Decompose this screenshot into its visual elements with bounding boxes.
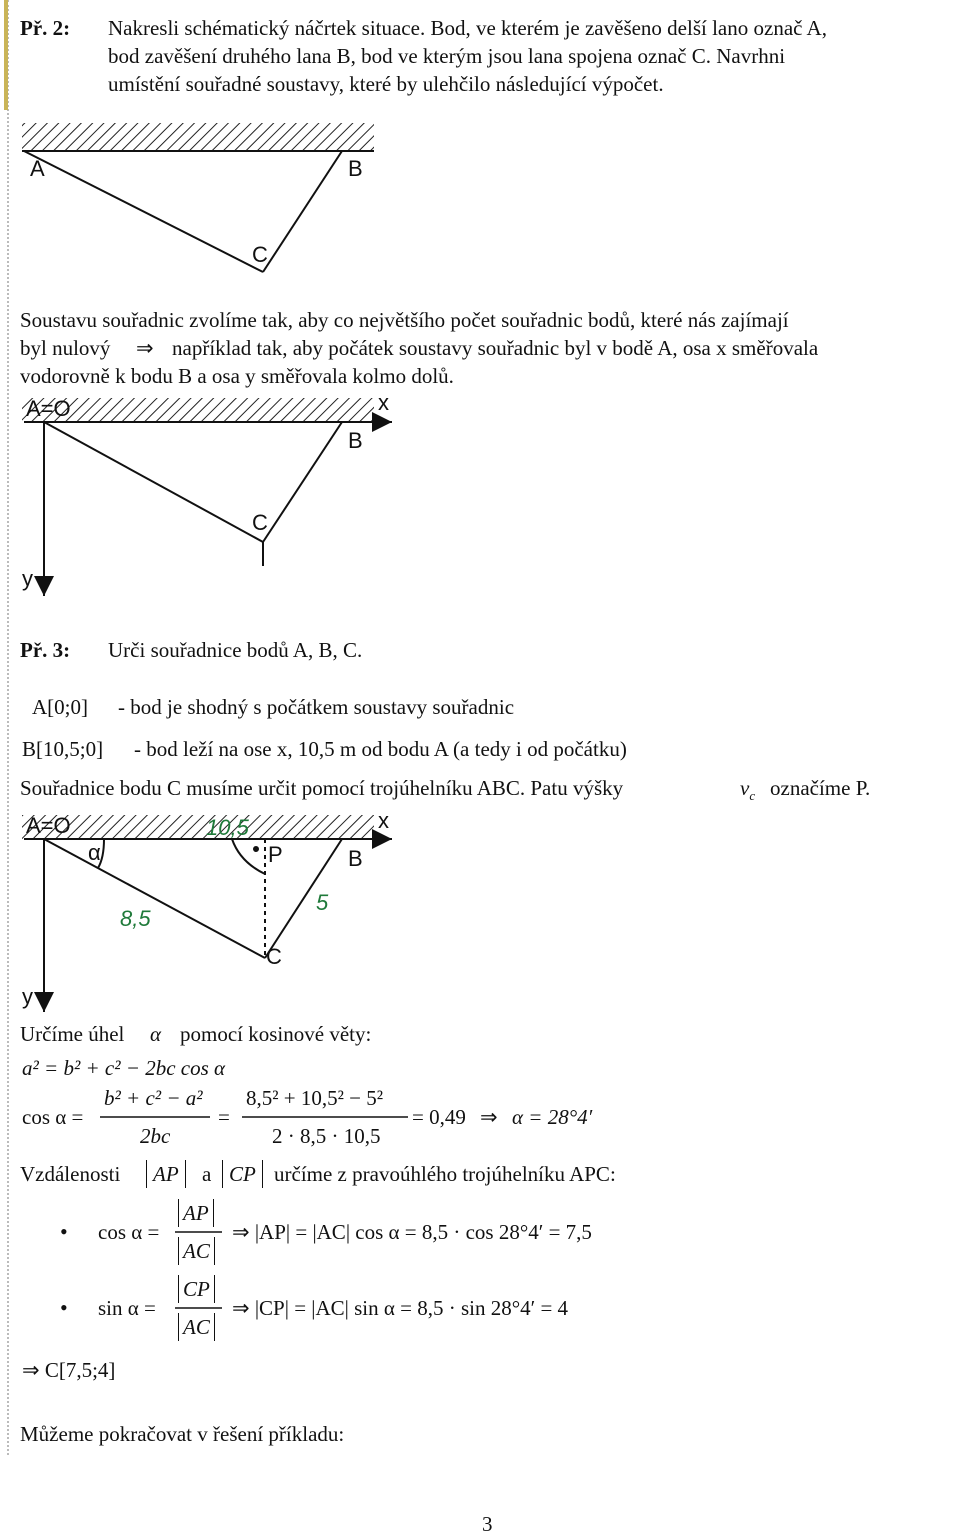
fig3-length-AC: 8,5 xyxy=(120,906,151,931)
fig3-label-alpha: α xyxy=(88,840,101,865)
closing-text: Můžeme pokračovat v řešení příkladu: xyxy=(20,1422,345,1446)
cos-rhs: ⇒ |AP| = |AC| cos α = 8,5 · cos 28°4′ = 7,5 xyxy=(232,1220,592,1244)
cosine-intro: Určíme úhel xyxy=(20,1022,125,1046)
exercise-3-text: Urči souřadnice bodů A, B, C. xyxy=(108,638,363,662)
cos-lhs: cos α = xyxy=(98,1220,160,1244)
figure-3 xyxy=(22,815,392,1012)
page-number: 3 xyxy=(482,1512,493,1536)
side-AC-3 xyxy=(44,839,265,958)
exercise-2-text-line2: bod zavěšení druhého lana B, bod ve kterým jsou lana spojena označ C. Navrhni xyxy=(108,44,786,68)
fig3-length-BC: 5 xyxy=(316,890,329,915)
exercise-3-label: Př. 3: xyxy=(20,638,71,662)
distance-AP: AP xyxy=(146,1160,186,1188)
paragraph-line3: vodorovně k bodu B a osa y směřovala kolmo dolů. xyxy=(20,364,454,388)
fig2-label-origin: A=O xyxy=(26,396,71,421)
point-A-description: - bod je shodný s počátkem soustavy souřadnic xyxy=(118,695,515,719)
cos-denominator: AC xyxy=(178,1237,215,1265)
implication-arrow: ⇒ xyxy=(136,336,154,360)
law-of-cosines: a² = b² + c² − 2bc cos α xyxy=(22,1056,226,1080)
frac2-numerator: 8,5² + 10,5² − 5² xyxy=(246,1086,384,1110)
fig3-label-B: B xyxy=(348,846,363,871)
paragraph-line2a: byl nulový xyxy=(20,336,111,360)
exercise-2-label: Př. 2: xyxy=(20,16,71,40)
sin-lhs: sin α = xyxy=(98,1296,156,1320)
fig1-label-C: C xyxy=(252,242,268,267)
rope-BC-2 xyxy=(263,422,342,542)
paragraph-line1: Soustavu souřadnic zvolíme tak, aby co největšího počet souřadnic bodů, které nás zajímají xyxy=(20,308,789,332)
alpha-result: α = 28°4′ xyxy=(512,1105,593,1129)
point-B-coordinates: B[10,5;0] xyxy=(22,737,104,761)
height-vc-letter: v xyxy=(740,776,750,800)
fig2-label-C: C xyxy=(252,510,268,535)
rope-BC-1 xyxy=(263,151,342,272)
bullet-cos: • xyxy=(60,1219,68,1244)
sin-numerator: CP xyxy=(178,1275,215,1303)
fig3-label-x: x xyxy=(378,808,389,833)
fig3-label-origin: A=O xyxy=(26,813,71,838)
implication-arrow-2: ⇒ xyxy=(480,1105,498,1129)
distances-and: a xyxy=(202,1162,212,1186)
height-vc xyxy=(740,774,755,810)
paragraph-line2b: například tak, aby počátek soustavy souřadnic byl v bodě A, osa x směřovala xyxy=(172,336,819,360)
ceiling-hatch-3 xyxy=(22,815,374,839)
sin-denominator: AC xyxy=(178,1313,215,1341)
fig1-label-A: A xyxy=(30,156,45,181)
rope-AC-1 xyxy=(24,151,263,272)
distances-intro: Vzdálenosti xyxy=(20,1162,121,1186)
point-B-description: - bod leží na ose x, 10,5 m od bodu A (a tedy i od počátku) xyxy=(134,737,627,761)
exercise-2-text-line1: Nakresli schématický náčrtek situace. Bod, ve kterém je zavěšeno delší lano označ A, xyxy=(108,16,827,40)
fig3-length-AB: 10,5 xyxy=(206,815,249,840)
sin-rhs: ⇒ |CP| = |AC| sin α = 8,5 · sin 28°4′ = 4 xyxy=(232,1296,569,1320)
right-angle-arc xyxy=(232,839,265,874)
bullet-sin: • xyxy=(60,1295,68,1320)
cosine-intro-end: pomocí kosinové věty: xyxy=(180,1022,372,1046)
cosine-intro-alpha: α xyxy=(150,1022,162,1046)
point-C-intro-end: označíme P. xyxy=(770,776,871,800)
ceiling-hatch-1 xyxy=(22,123,374,151)
equals-sign: = xyxy=(218,1105,230,1129)
cos-alpha-lhs: cos α = xyxy=(22,1105,84,1129)
figure-1 xyxy=(22,123,374,272)
frac1-numerator: b² + c² − a² xyxy=(104,1086,203,1110)
fig1-label-B: B xyxy=(348,156,363,181)
cos-numerator: AP xyxy=(178,1199,214,1227)
rope-AC-2 xyxy=(44,422,263,542)
fig3-label-C: C xyxy=(266,944,282,969)
point-A-coordinates: A[0;0] xyxy=(32,695,88,719)
frac2-denominator: 2 · 8,5 · 10,5 xyxy=(272,1124,381,1148)
frac1-denominator: 2bc xyxy=(140,1124,171,1148)
point-C-result: ⇒ C[7,5;4] xyxy=(22,1358,116,1382)
figure-2 xyxy=(22,398,392,596)
fig2-label-B: B xyxy=(348,428,363,453)
distance-CP: CP xyxy=(222,1160,263,1188)
fig2-label-y: y xyxy=(22,566,33,591)
ceiling-hatch-2 xyxy=(22,398,374,422)
cos-result: = 0,49 xyxy=(412,1105,466,1129)
right-angle-dot xyxy=(253,846,259,852)
fig2-label-x: x xyxy=(378,390,389,415)
distances-intro-end: určíme z pravoúhlého trojúhelníku APC: xyxy=(274,1162,616,1186)
height-vc-subscript: c xyxy=(749,788,756,804)
fig3-label-y: y xyxy=(22,984,33,1009)
exercise-2-text-line3: umístění souřadné soustavy, které by ulehčilo následující výpočet. xyxy=(108,72,664,96)
fig3-label-P: P xyxy=(268,842,283,867)
point-C-intro: Souřadnice bodu C musíme určit pomocí trojúhelníku ABC. Patu výšky xyxy=(20,776,624,800)
